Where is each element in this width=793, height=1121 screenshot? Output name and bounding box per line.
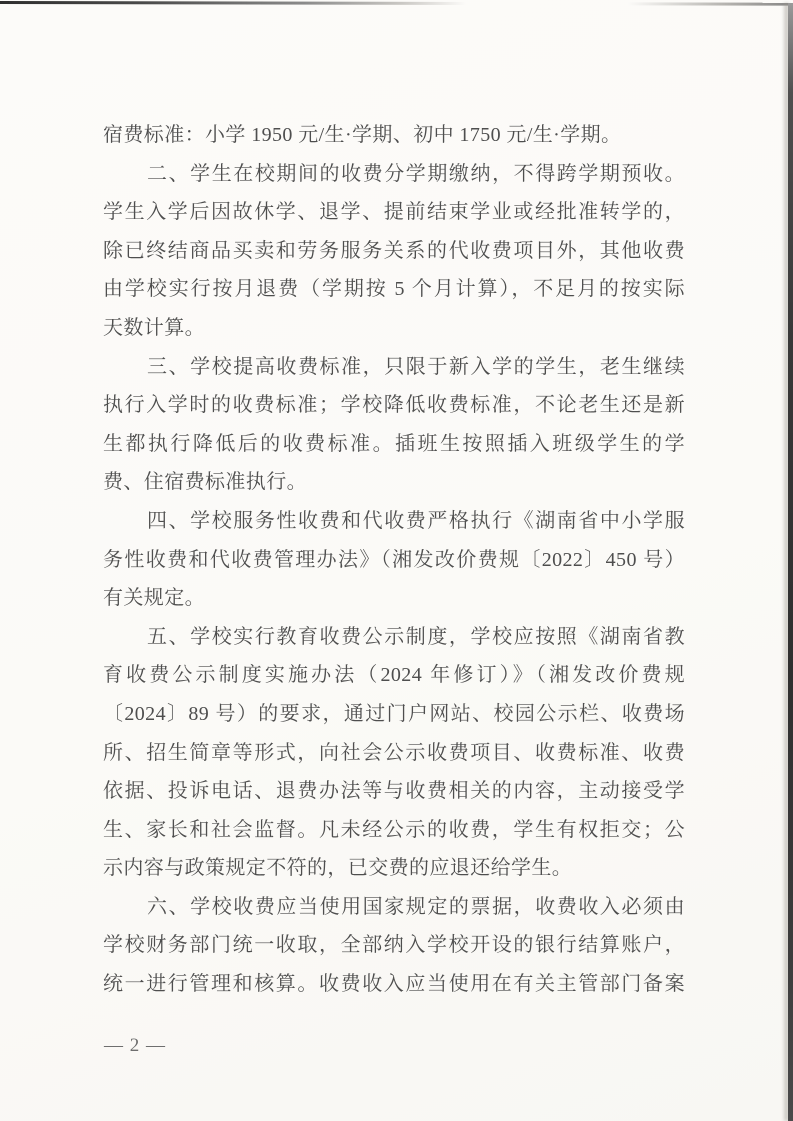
text-line: 示内容与政策规定不符的，已交费的应退还给学生。 (103, 857, 573, 880)
page-number: — 2 — (104, 1035, 166, 1056)
text-line: 除已终结商品买卖和劳务服务关系的代收费项目外，其他收费 (103, 239, 685, 262)
text-line: 有关规定。 (103, 587, 205, 610)
text-line: 统一进行管理和核算。收费收入应当使用在有关主管部门备案 (103, 973, 685, 996)
text-line: 学生入学后因故休学、退学、提前结束学业或经批准转学的， (103, 201, 685, 224)
scan-edge-top-artifact (0, 1, 793, 6)
text-line: 天数计算。 (103, 316, 205, 339)
text-line: 〔2024〕89 号）的要求，通过门户网站、校园公示栏、收费场 (103, 702, 685, 725)
text-line: 六、学校收费应当使用国家规定的票据，收费收入必须由 (147, 895, 685, 918)
text-line: 依据、投诉电话、退费办法等与收费相关的内容，主动接受学 (103, 780, 685, 803)
text-line: 生都执行降低后的收费标准。插班生按照插入班级学生的学 (103, 432, 685, 455)
document-body-text (103, 116, 685, 1004)
text-line: 四、学校服务性收费和代收费严格执行《湖南省中小学服 (147, 509, 685, 532)
text-line: 二、学生在校期间的收费分学期缴纳，不得跨学期预收。 (147, 162, 685, 185)
text-line: 所、招生简章等形式，向社会公示收费项目、收费标准、收费 (103, 741, 685, 764)
text-line: 由学校实行按月退费（学期按 5 个月计算），不足月的按实际 (103, 278, 685, 301)
text-line: 三、学校提高收费标准，只限于新入学的学生，老生继续 (147, 355, 685, 378)
scan-edge-right-artifact (788, 3, 793, 1121)
text-line: 生、家长和社会监督。凡未经公示的收费，学生有权拒交；公 (103, 818, 685, 841)
text-line: 学校财务部门统一收取，全部纳入学校开设的银行结算账户， (103, 934, 685, 957)
text-line: 宿费标准：小学 1950 元/生·学期、初中 1750 元/生·学期。 (103, 124, 622, 146)
text-line: 五、学校实行教育收费公示制度，学校应按照《湖南省教 (147, 625, 685, 648)
text-line: 执行入学时的收费标准；学校降低收费标准，不论老生还是新 (103, 394, 685, 417)
text-line: 务性收费和代收费管理办法》（湘发改价费规〔2022〕450 号） (103, 548, 685, 571)
text-line: 费、住宿费标准执行。 (103, 471, 307, 494)
text-line: 育收费公示制度实施办法（2024 年修订）》（湘发改价费规 (103, 664, 685, 687)
